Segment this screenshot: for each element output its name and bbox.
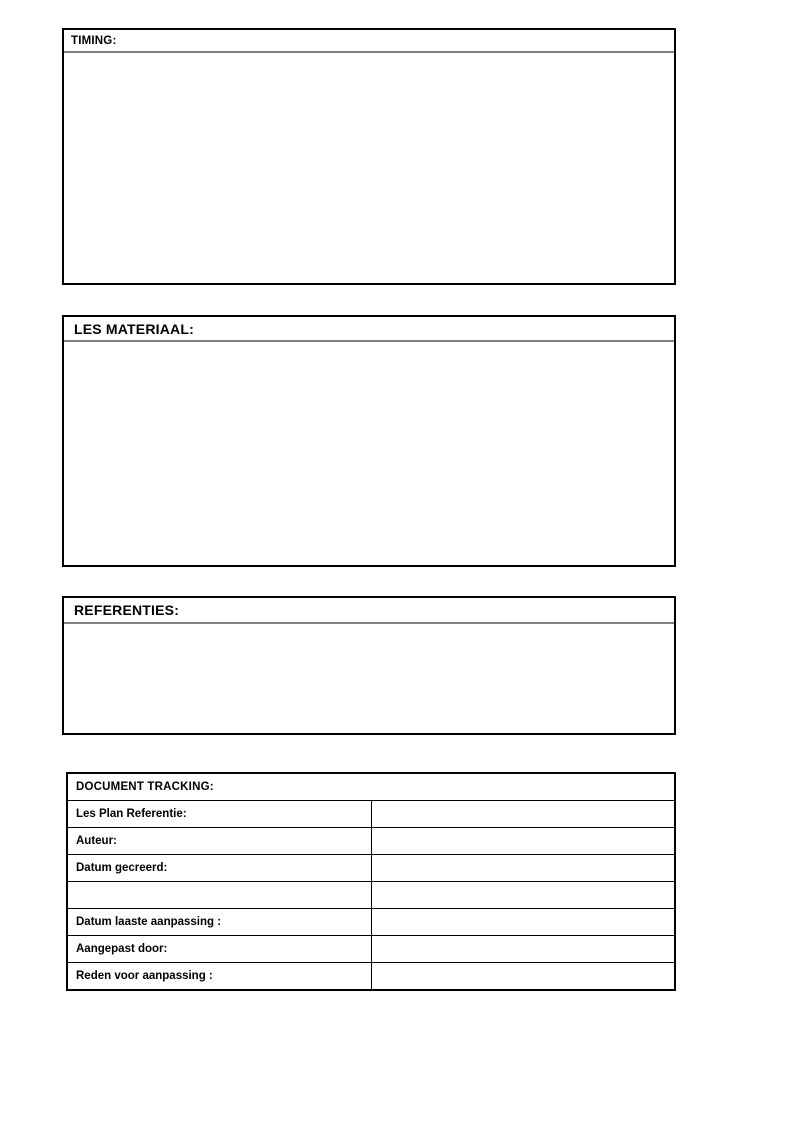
table-row — [67, 828, 676, 855]
table-row — [67, 909, 676, 936]
document-tracking-title: DOCUMENT TRACKING: — [67, 773, 676, 801]
row-label-les-plan-referentie: Les Plan Referentie: — [67, 801, 372, 828]
table-row — [67, 936, 676, 963]
section-referenties-title: REFERENTIES: — [74, 602, 180, 618]
section-timing — [62, 28, 676, 285]
row-value-les-plan-referentie[interactable] — [371, 801, 676, 828]
row-label-aangepast-door: Aangepast door: — [67, 936, 372, 963]
section-referenties-body[interactable] — [64, 624, 674, 733]
row-label-auteur: Auteur: — [67, 828, 372, 855]
row-value-aangepast-door[interactable] — [371, 936, 676, 963]
section-timing-header — [64, 30, 674, 53]
table-row — [67, 882, 676, 909]
section-timing-body[interactable] — [64, 53, 674, 283]
table-row — [67, 963, 676, 990]
section-les-materiaal-title: LES MATERIAAL: — [74, 320, 194, 337]
row-value-auteur[interactable] — [371, 828, 676, 855]
row-value-datum-gecreerd[interactable] — [371, 855, 676, 882]
section-les-materiaal — [62, 315, 676, 567]
row-label-reden-voor-aanpassing: Reden voor aanpassing : — [67, 963, 372, 990]
document-tracking-table-body — [67, 773, 676, 990]
row-label-blank — [67, 882, 372, 909]
document-tracking-table — [66, 772, 676, 990]
row-value-datum-laaste-aanpassing[interactable] — [371, 909, 676, 936]
table-row — [67, 855, 676, 882]
section-les-materiaal-body[interactable] — [64, 342, 674, 565]
row-value-reden-voor-aanpassing[interactable] — [371, 963, 676, 990]
section-referenties — [62, 596, 676, 735]
row-label-datum-laaste-aanpassing: Datum laaste aanpassing : — [67, 909, 372, 936]
table-row-header — [67, 773, 676, 801]
section-les-materiaal-header — [64, 317, 674, 342]
section-timing-title: TIMING: — [71, 34, 117, 47]
table-row — [67, 801, 676, 828]
row-value-blank[interactable] — [371, 882, 676, 909]
section-referenties-header — [64, 598, 674, 624]
row-label-datum-gecreerd: Datum gecreerd: — [67, 855, 372, 882]
